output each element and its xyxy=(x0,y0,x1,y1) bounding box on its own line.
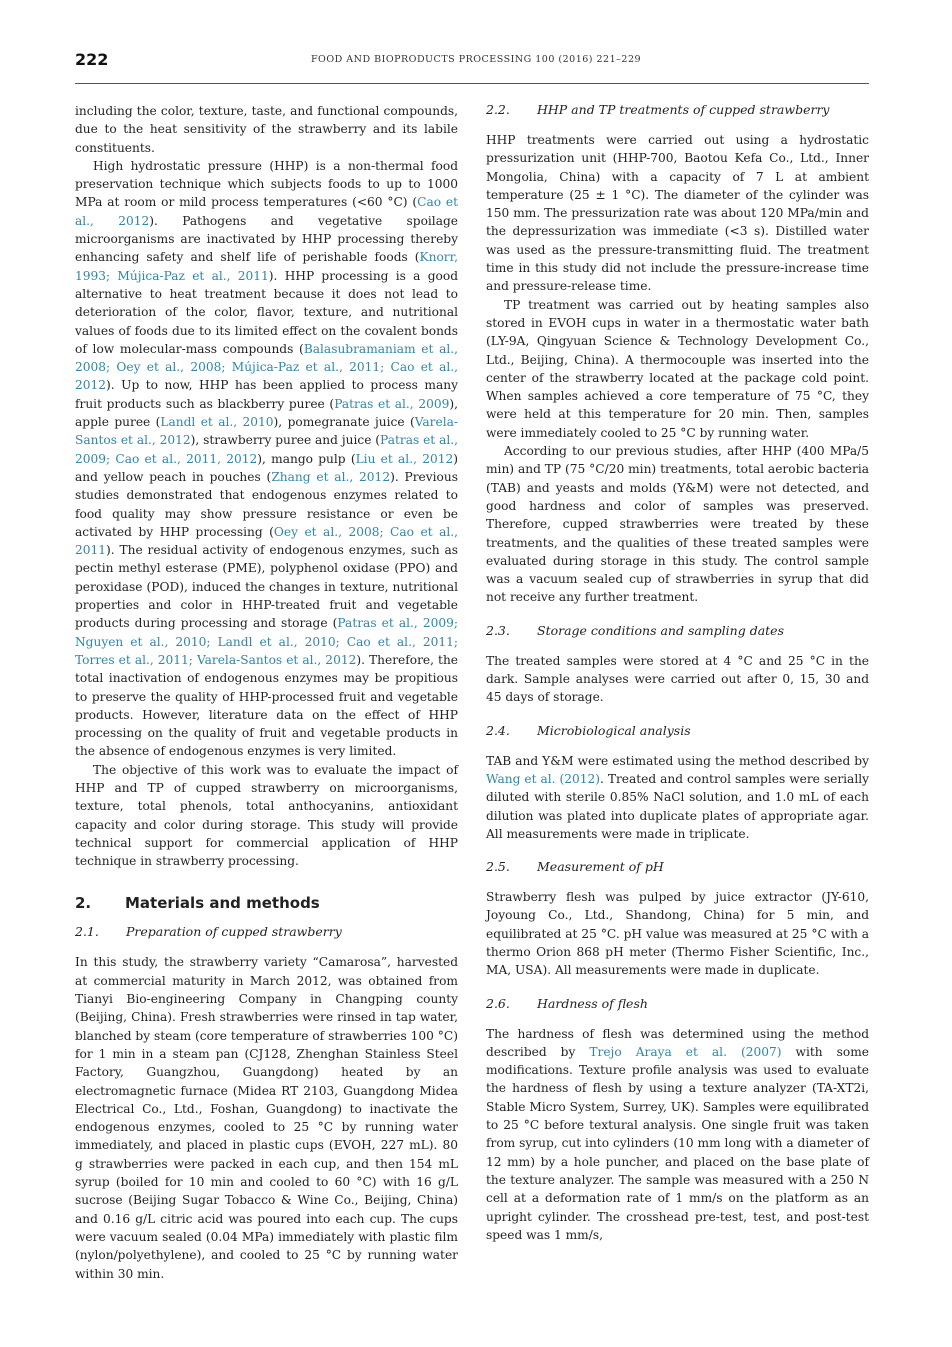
paragraph xyxy=(486,296,869,442)
subsection-number: 2.6. xyxy=(486,995,510,1011)
paragraph-text: including the color, texture, taste, and functional compounds, due to the heat sensitivity of the strawberry and its labile constituents. xyxy=(75,104,458,155)
citation-link[interactable]: Varela-Santos et al., 2012 xyxy=(75,415,458,448)
subsection-heading xyxy=(486,623,869,638)
subsection-heading xyxy=(486,723,869,738)
paragraph xyxy=(486,131,869,296)
paragraph-text: ), mango pulp ( xyxy=(257,451,356,466)
subsection-heading xyxy=(486,996,869,1011)
paragraph xyxy=(486,888,869,979)
section-number: 2. xyxy=(75,894,92,913)
subsection-heading xyxy=(486,859,869,874)
paragraph-text: ), pomegranate juice ( xyxy=(273,415,415,430)
header-rule xyxy=(75,83,869,84)
right-column xyxy=(486,102,869,1244)
paragraph-text: TAB and Y&M were estimated using the method described by xyxy=(486,753,869,768)
paragraph-text: HHP treatments were carried out using a hydrostatic pressurization unit (HHP-700, Baotou Kefa Co., Ltd., Inner Mongolia, China) with a capacity of 7 L at ambient temperature (25 ± 1 °C). The diameter of the cylinder was 150 mm. The pressurization rate was about 120 MPa/min and the depressurization was immediate (<3 s). Distilled water was used as the pressure-transmitting fluid. The treatment time in this study did not include the pressure-increase time and pressure-release time. xyxy=(486,133,869,294)
paragraph-text: ) and yellow peach in pouches ( xyxy=(75,451,458,484)
citation-link[interactable]: Patras et al., 2009 xyxy=(334,396,450,411)
citation-link[interactable]: Wang et al. (2012) xyxy=(486,771,600,786)
subsection-title: Measurement of pH xyxy=(537,859,664,875)
citation-link[interactable]: Knorr, 1993; Mújica-Paz et al., 2011 xyxy=(75,250,458,283)
citation-link[interactable]: Trejo Araya et al. (2007) xyxy=(589,1044,782,1059)
paragraph xyxy=(486,752,869,843)
subsection-number: 2.5. xyxy=(486,859,510,875)
subsection-number: 2.4. xyxy=(486,722,510,738)
subsection-heading xyxy=(486,102,869,117)
paragraph-text: The objective of this work was to evaluate the impact of HHP and TP of cupped strawberry on microorganisms, texture, total phenols, total anthocyanins, antioxidant capacity and color during storage. This study will provide technical support for commercial application of HHP technique in strawberry processing. xyxy=(75,762,458,869)
paragraph-text: High hydrostatic pressure (HHP) is a non-thermal food preservation technique which subjects foods to up to 1000 MPa at room or mild process temperatures (<60 °C) ( xyxy=(75,158,458,210)
citation-link[interactable]: Patras et al., 2009; Nguyen et al., 2010; Landl et al., 2010; Cao et al., 2011; Torres et al., 2011; Varela-Santos et al., 2012 xyxy=(75,616,458,667)
subsection-title: Storage conditions and sampling dates xyxy=(537,622,784,638)
paragraph-text: . Treated and control samples were serially diluted with sterile 0.85% NaCl solution, and 1.0 mL of each dilution was plated into duplicate plates of appropriate agar. All measurements were made in triplicate. xyxy=(486,771,869,841)
page-number: 222 xyxy=(75,50,109,69)
subsection-heading xyxy=(75,924,458,939)
paragraph xyxy=(486,442,869,607)
paragraph-text: ), apple puree ( xyxy=(75,396,458,430)
paragraph-text: ). Up to now, HHP has been applied to process many fruit products such as blackberry puree ( xyxy=(75,378,458,411)
paragraph xyxy=(486,652,869,707)
section-title: Materials and methods xyxy=(125,894,320,913)
citation-link[interactable]: Liu et al., 2012 xyxy=(355,451,454,466)
citation-link[interactable]: Zhang et al., 2012 xyxy=(271,469,391,484)
paragraph xyxy=(75,953,458,1282)
subsection-title: Hardness of flesh xyxy=(537,995,648,1011)
paragraph-text: The treated samples were stored at 4 °C and 25 °C in the dark. Sample analyses were carried out after 0, 15, 30 and 45 days of storage. xyxy=(486,653,869,705)
paragraph-text: with some modifications. Texture profile analysis was used to evaluate the hardness of flesh by using a texture analyzer (TA-XT2i, Stable Micro System, Surrey, UK). Samples were equilibrated to 25 °C before textural analysis. One single fruit was taken from syrup, cut into cylinders (10 mm long with a diameter of 12 mm) by a hole puncher, and placed on the base plate of the texture analyzer. The sample was measured with a 250 N cell at a deformation rate of 1 mm/s on the platform as an upright cylinder. The crosshead pre-test, test, and post-test speed was 1 mm/s, xyxy=(486,1044,870,1242)
paragraph-text: According to our previous studies, after HHP (400 MPa/5 min) and TP (75 °C/20 min) treatments, total aerobic bacteria (TAB) and yeasts and molds (Y&M) were not detected, and good hardness and color of samples was preserved. Therefore, cupped strawberries were treated by these treatments, and the qualities of these treated samples were evaluated during storage in this study. The control sample was a vacuum sealed cup of strawberries in syrup that did not receive any further treatment. xyxy=(486,444,869,605)
citation-link[interactable]: Cao et al., 2012 xyxy=(75,195,458,228)
paragraph-text: In this study, the strawberry variety “Camarosa”, harvested at commercial maturity in March 2012, was obtained from Tianyi Bio-engineering Company in Changping county (Beijing, China). Fresh strawberries were rinsed in tap water, blanched by steam (core temperature of strawberries 100 °C) for 1 min in a steam pan (CJ128, Zhenghan Stainless Steel Factory, Guangzhou, Guangdong) heated by an electromagnetic furnace (Midea RT 2103, Guangdong Midea Electrical Co., Ltd., Foshan, Guangdong) to inactivate the endogenous enzymes, cooled to 25 °C by running water immediately, and placed in plastic cups (EVOH, 227 mL). 80 g strawberries were packed in each cup, and then 154 mL syrup (boiled for 10 min and cooled to 60 °C) with 16 g/L sucrose (Beijing Sugar Tobacco & Wine Co., Beijing, China) and 0.16 g/L citric acid was poured into each cup. The cups were vacuum sealed (0.04 MPa) immediately with plastic film (nylon/polyethylene), and cooled to 25 °C by running water within 30 min. xyxy=(75,955,458,1281)
paragraph-text: ), strawberry puree and juice ( xyxy=(190,433,381,448)
running-header: FOOD AND BIOPRODUCTS PROCESSING 100 (2016) 221–229 xyxy=(310,54,642,65)
subsection-number: 2.1. xyxy=(75,924,99,940)
paragraph-text: ). Previous studies demonstrated that endogenous enzymes related to food quality may show pressure resistance or even be activated by HHP processing ( xyxy=(75,469,458,539)
section-heading xyxy=(75,894,458,912)
subsection-number: 2.3. xyxy=(486,622,510,638)
paragraph xyxy=(486,1025,869,1245)
citation-link[interactable]: Balasubramaniam et al., 2008; Oey et al., 2008; Mújica-Paz et al., 2011; Cao et al., 2012 xyxy=(75,341,459,393)
paragraph-text: The hardness of flesh was determined using the method described by xyxy=(486,1026,869,1059)
subsection-number: 2.2. xyxy=(486,102,510,117)
paragraph xyxy=(75,761,458,871)
paragraph xyxy=(75,157,458,761)
citation-link[interactable]: Oey et al., 2008; Cao et al., 2011 xyxy=(75,524,458,558)
citation-link[interactable]: Landl et al., 2010 xyxy=(160,415,274,430)
subsection-title: Preparation of cupped strawberry xyxy=(126,924,342,940)
left-column xyxy=(75,102,458,1283)
citation-link[interactable]: Patras et al., 2009; Cao et al., 2011, 2012 xyxy=(75,433,458,466)
paragraph xyxy=(75,102,458,157)
paragraph-text: Strawberry flesh was pulped by juice extractor (JY-610, Joyoung Co., Ltd., Shandong, China) for 5 min, and equilibrated at 25 °C. pH value was measured at 25 °C with a thermo Orion 868 pH meter (Thermo Fisher Scientific, Inc., MA, USA). All measurements were made in duplicate. xyxy=(486,890,869,978)
subsection-title: Microbiological analysis xyxy=(537,722,691,738)
paragraph-text: ). HHP processing is a good alternative to heat treatment because it does not lead to deterioration of the color, flavor, texture, and nutritional values of foods due to its limited effect on the covalent bonds of low molecular-mass compounds ( xyxy=(75,268,458,356)
paragraph-text: TP treatment was carried out by heating samples also stored in EVOH cups in water in a thermostatic water bath (LY-9A, Qingyuan Science & Technology Development Co., Ltd., Beijing, China). A thermocouple was inserted into the center of the strawberry located at the package cold point. When samples achieved a core temperature of 75 °C, they were held at this temperature for 20 min. Then, samples were immediately cooled to 25 °C by running water. xyxy=(486,297,869,440)
paragraph-text: ). The residual activity of endogenous enzymes, such as pectin methyl esterase (PME), polyphenol oxidase (PPO) and peroxidase (POD), induced the changes in texture, nutritional properties and color in HHP-treated fruit and vegetable products during processing and storage ( xyxy=(75,543,458,631)
paragraph-text: ). Therefore, the total inactivation of endogenous enzymes may be propitious to preserve the quality of HHP-processed fruit and vegetable products. However, literature data on the effect of HHP processing on the quality of fruit and vegetable products in the absence of endogenous enzymes is very limited. xyxy=(75,652,459,759)
subsection-title: HHP and TP treatments of cupped strawberry xyxy=(537,102,830,117)
paragraph-text: ). Pathogens and vegetative spoilage microorganisms are inactivated by HHP processing thereby enhancing safety and shelf life of perishable foods ( xyxy=(75,213,458,265)
